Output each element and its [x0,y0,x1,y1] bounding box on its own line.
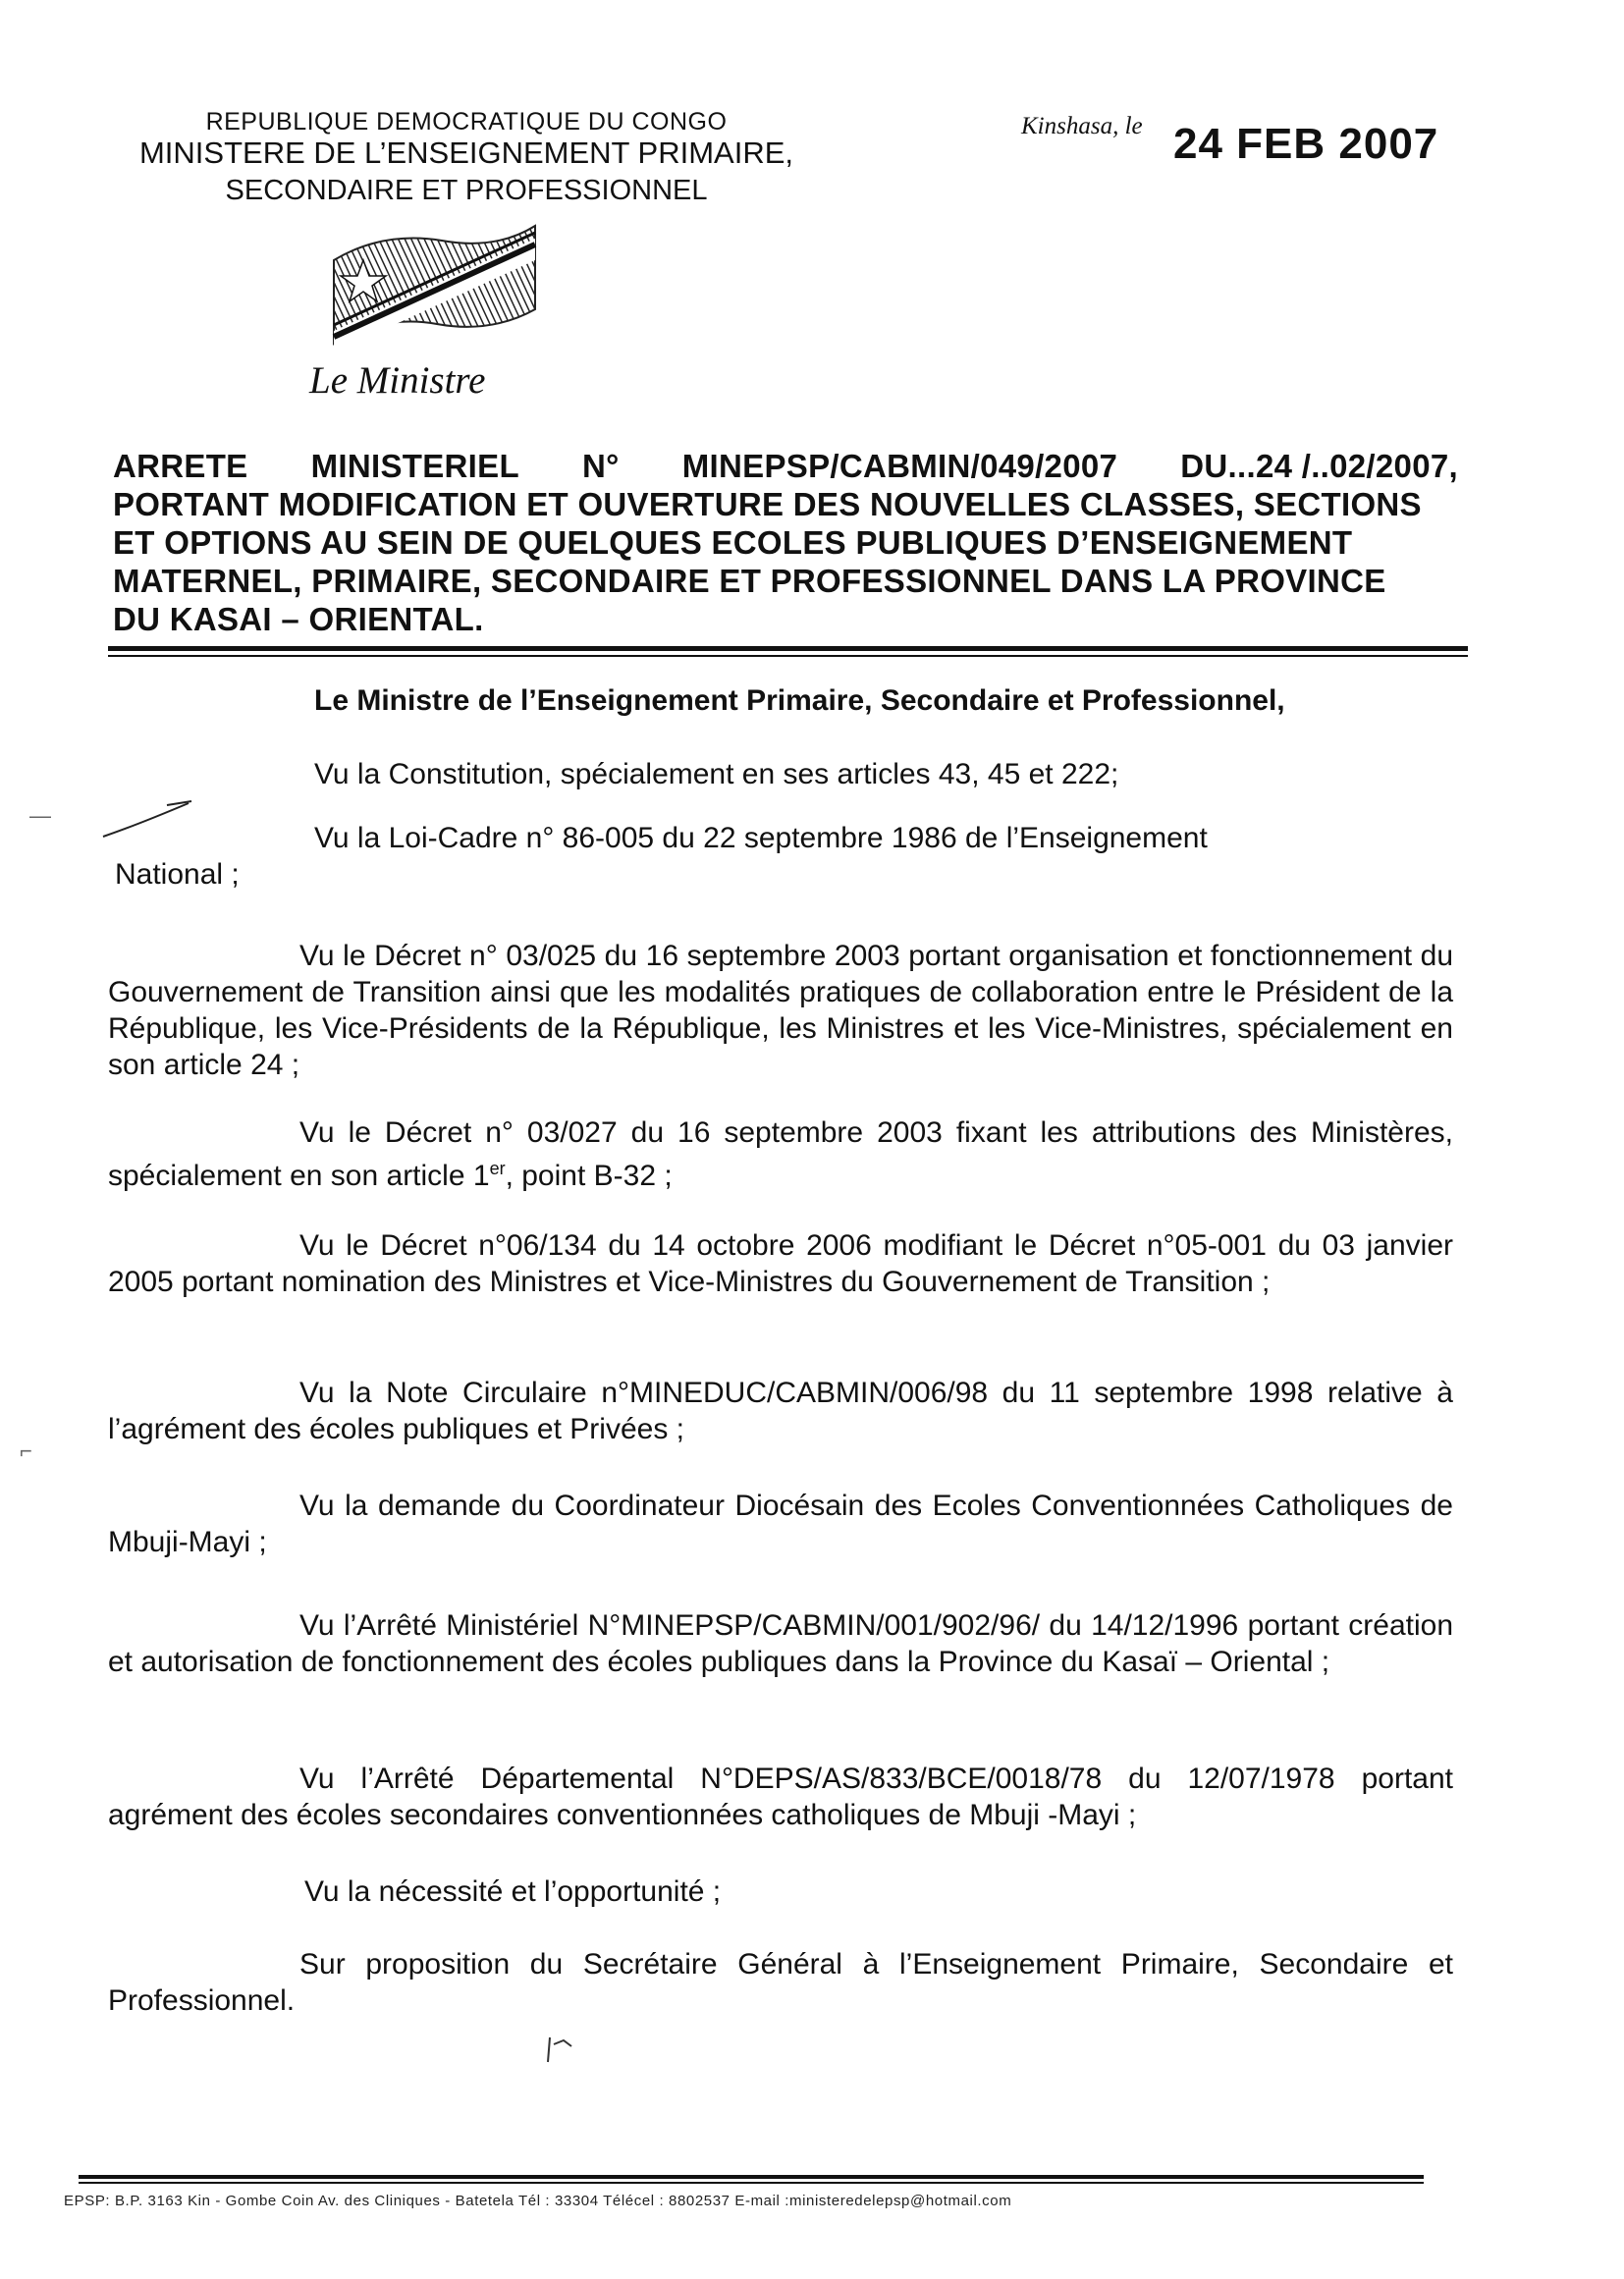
minister-title: Le Ministre [309,359,486,402]
paragraph-first-line: Vu l’Arrêté Ministériel N°MINEPSP/CABMIN/001/902/96/ du 14/12/1996 [299,1609,1239,1642]
handwritten-tick [98,795,196,844]
paragraph-rest: portant agrément des écoles secondaires conventionnées catholiques de Mbuji -Mayi ; [108,1763,1453,1831]
paragraph-first-line: Vu la demande du Coordinateur Diocésain des Ecoles Conventionnées [299,1490,1245,1522]
footer-rule-thin [79,2182,1424,2184]
paragraph-rest: 03 janvier 2005 portant nomination des Ministres et Vice-Ministres du Gouvernement de Transition ; [108,1229,1453,1298]
paragraph-rest: relative à l’agrément des écoles publiques et Privées ; [108,1377,1453,1445]
paragraph-rest: , point B-32 ; [505,1160,673,1192]
necessite-line: Vu la nécessité et l’opportunité ; [304,1875,722,1908]
footer-rule-thick [79,2175,1424,2179]
paragraph-first-line: Vu le Décret n°06/134 du 14 octobre 2006 modifiant le Décret n°05-001 du [299,1229,1311,1262]
place-label: Kinshasa, le [1021,113,1143,139]
paragraph-decret-06-134 [108,1227,1453,1300]
loi-cadre-line: Vu la Loi-Cadre n° 86-005 du 22 septembre 1986 de l’Enseignement [314,822,1208,854]
paragraph-rest: Ministères, spécialement en son article 1 [108,1116,1453,1192]
title-rule-thick [108,646,1468,651]
title-date: DU...24 /..02/2007, [1180,448,1458,484]
flag-emblem [324,221,550,368]
header-ministry-line1: MINISTERE DE L’ENSEIGNEMENT PRIMAIRE, [138,136,794,170]
footer-contact: EPSP: B.P. 3163 Kin - Gombe Coin Av. des Cliniques - Batetela Tél : 33304 Télécel : 8802537 E-mail :ministeredelepsp@hotmail.com [64,2193,1012,2209]
paragraph-rest: Secondaire et Professionnel. [108,1948,1453,2017]
paragraph-first-line: Vu l’Arrêté Départemental N°DEPS/AS/833/BCE/0018/78 du 12/07/1978 [299,1763,1335,1795]
paragraph-arrete-departemental [108,1761,1453,1833]
title-line-3: ET OPTIONS AU SEIN DE QUELQUES ECOLES PUBLIQUES D’ENSEIGNEMENT [113,524,1353,561]
title-line-1 [113,447,1458,485]
title-rule-thin [108,655,1468,657]
title-word: MINISTERIEL [310,448,519,484]
paragraph-note-circulaire [108,1375,1453,1447]
constitution-line: Vu la Constitution, spécialement en ses articles 43, 45 et 222; [314,758,1119,790]
title-line-5: DU KASAI – ORIENTAL. [113,601,484,637]
paragraph-first-line: Vu le Décret n° 03/025 du 16 septembre 2003 portant organisation et [299,940,1203,972]
header-ministry-line2: SECONDAIRE ET PROFESSIONNEL [225,175,708,206]
loi-cadre-cont: National ; [115,858,240,891]
superscript: er [489,1159,506,1178]
title-ref: MINEPSP/CABMIN/049/2007 [681,448,1118,484]
paragraph-decret-03-027 [108,1114,1453,1194]
date-stamp: 24 FEB 2007 [1173,120,1439,168]
paragraph-demande [108,1488,1453,1560]
paragraph-rest: Catholiques de Mbuji-Mayi ; [108,1490,1453,1558]
paragraph-first-line: Sur proposition du Secrétaire Général à l’Enseignement Primaire, [299,1948,1239,1981]
margin-mark: — [29,803,51,828]
title-word: ARRETE [113,448,248,484]
header-country: REPUBLIQUE DEMOCRATIQUE DU CONGO [205,108,728,136]
paragraph-rest: portant création et autorisation de fonctionnement des écoles publiques dans la Province du Kasaï – Oriental ; [108,1609,1454,1678]
paragraph-rest: fonctionnement du Gouvernement de Transition ainsi que les modalités pratiques de collaboration entre le Président de la République, les Vice-Présidents de la République, les Ministres et les Vice-Ministres, spécialement en son article 24 ; [108,940,1454,1081]
title-word: N° [582,448,620,484]
handwritten-mark [542,2033,581,2072]
paragraph-first-line: Vu la Note Circulaire n°MINEDUC/CABMIN/006/98 du 11 septembre 1998 [299,1377,1314,1409]
decree-title [113,447,1458,638]
paragraph-proposition [108,1946,1453,2019]
lead-line: Le Ministre de l’Enseignement Primaire, Secondaire et Professionnel, [314,684,1285,717]
title-line-2: PORTANT MODIFICATION ET OUVERTURE DES NOUVELLES CLASSES, SECTIONS [113,486,1422,522]
paragraph-decret-03-025 [108,938,1453,1083]
margin-mark: ⌐ [20,1438,32,1463]
paragraph-arrete-ministeriel [108,1607,1453,1680]
title-line-4: MATERNEL, PRIMAIRE, SECONDAIRE ET PROFESSIONNEL DANS LA PROVINCE [113,563,1386,599]
paragraph-first-line: Vu le Décret n° 03/027 du 16 septembre 2003 fixant les attributions des [299,1116,1297,1149]
